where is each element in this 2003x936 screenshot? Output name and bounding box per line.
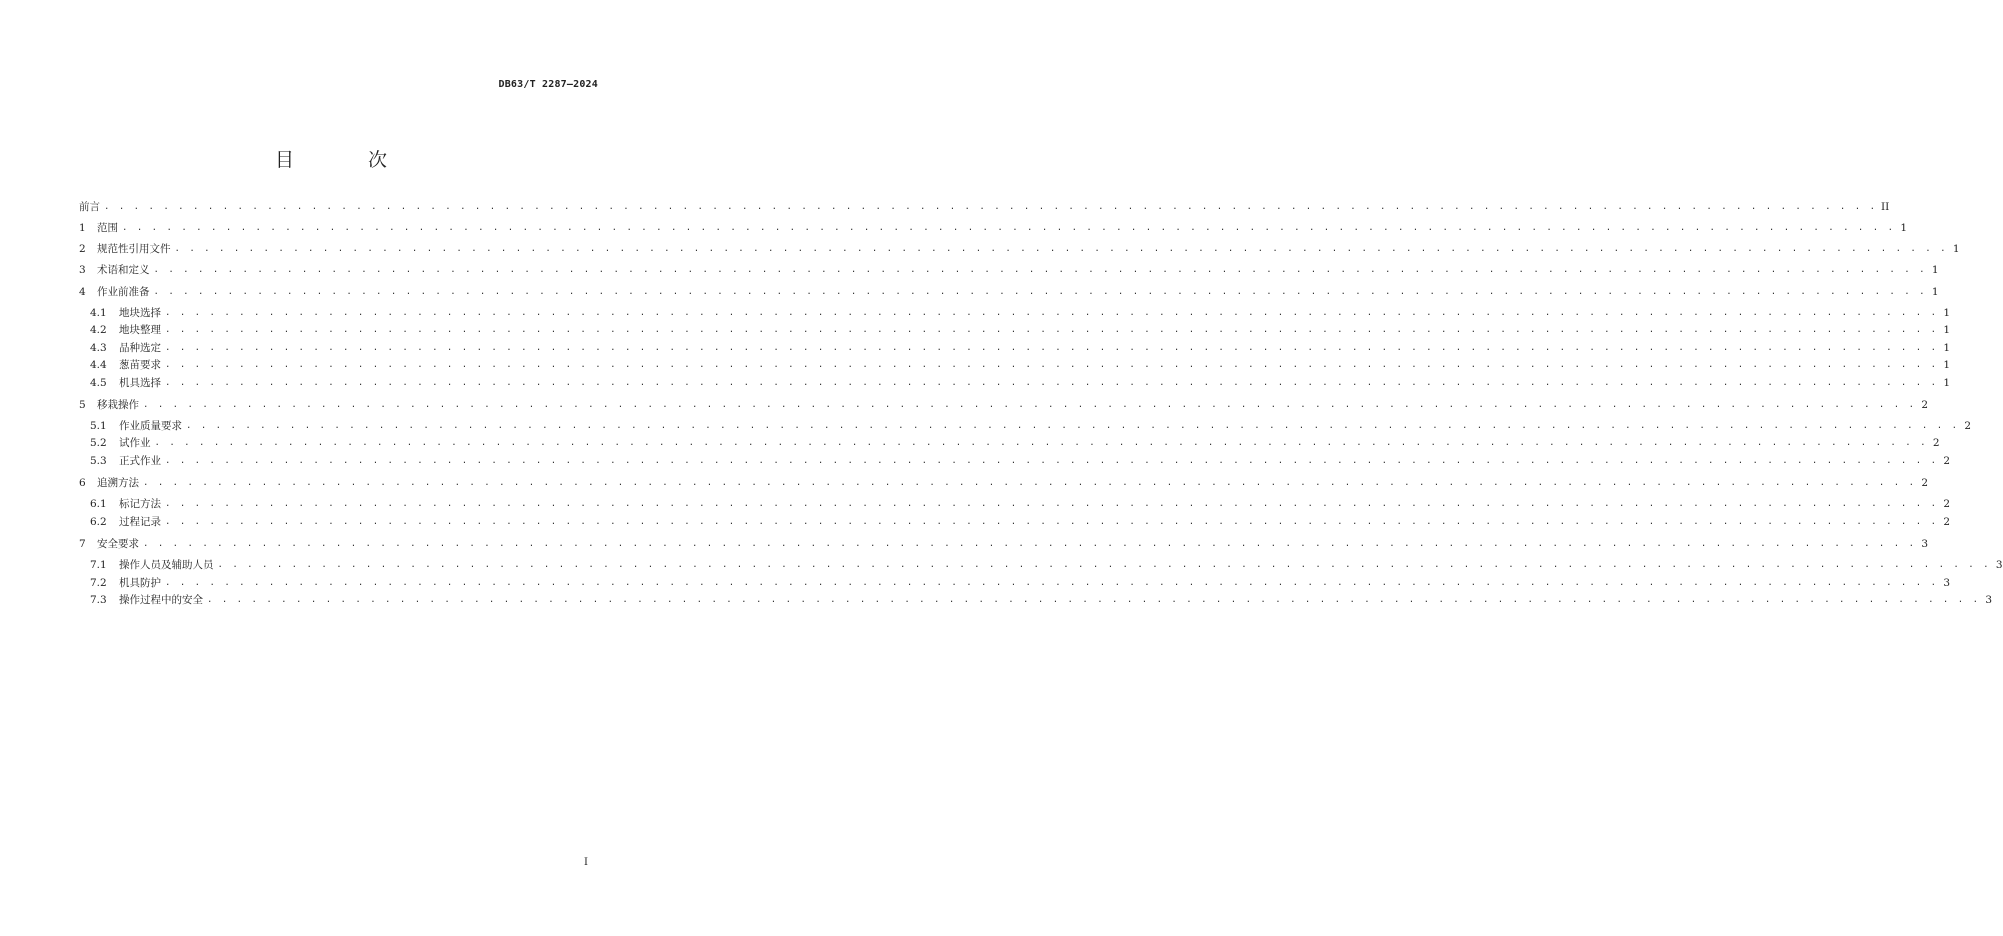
toc-leader-dots: . . . . . . . . . . . . . . . . . . . . . . . . . . . . . . . . . . . . . . . . . . . . . . . . . . . . . . . . . . . . . . . . . . . . . . . . . . . . . . . . . . . . . . . . . . . . . . . . . . . . . . . . . . . . . . . . . . . . . . . . (165, 517, 1939, 527)
toc-entry-label: 作业前准备 (97, 286, 150, 298)
toc-entry-number: 5 (79, 399, 86, 411)
toc-entry-number: 6.1 (90, 498, 107, 510)
toc-entry-label: 作业质量要求 (119, 420, 182, 432)
toc-leader-dots: . . . . . . . . . . . . . . . . . . . . . . . . . . . . . . . . . . . . . . . . . . . . . . . . . . . . . . . . . . . . . . . . . . . . . . . . . . . . . . . . . . . . . . . . . . . . . . . . . . . . . . . . . . . . . . . . . . . . . . . . (217, 560, 1991, 570)
toc-entry-label: 过程记录 (119, 516, 161, 528)
toc-entry-label: 前言 (79, 201, 100, 213)
toc-entry-number: 1 (79, 222, 86, 234)
toc-entry-page: 2 (1943, 498, 1951, 510)
toc-entry-page: 3 (1921, 538, 1929, 550)
toc-entry[interactable] (90, 322, 1951, 338)
toc-entry-label: 移栽操作 (97, 399, 139, 411)
toc-entry-label: 试作业 (119, 437, 151, 449)
toc-entry[interactable] (79, 241, 1960, 257)
toc-entry-number: 4.5 (90, 377, 107, 389)
toc-entry[interactable] (79, 475, 1929, 491)
toc-entry-page: 2 (1921, 477, 1929, 489)
toc-entry-label: 术语和定义 (97, 264, 150, 276)
toc-entry[interactable] (90, 514, 1951, 530)
toc-entry[interactable] (90, 557, 2003, 573)
toc-entry-number: 7.3 (90, 594, 107, 606)
toc-entry-number: 7 (79, 538, 86, 550)
toc-leader-dots: . . . . . . . . . . . . . . . . . . . . . . . . . . . . . . . . . . . . . . . . . . . . . . . . . . . . . . . . . . . . . . . . . . . . . . . . . . . . . . . . . . . . . . . . . . . . . . . . . . . . . . . . . . . . . . . . . . . . . . . . (165, 578, 1939, 588)
toc-entry[interactable] (90, 575, 1951, 591)
toc-leader-dots: . . . . . . . . . . . . . . . . . . . . . . . . . . . . . . . . . . . . . . . . . . . . . . . . . . . . . . . . . . . . . . . . . . . . . . . . . . . . . . . . . . . . . . . . . . . . . . . . . . . . . . . . . . . . . . . . . . . . . . . . (165, 360, 1939, 370)
toc-entry-label: 正式作业 (119, 455, 161, 467)
toc-entry-page: 1 (1943, 377, 1951, 389)
toc-entry[interactable] (79, 284, 1939, 300)
toc-entry-page: 3 (1985, 594, 1993, 606)
toc-entry-label: 操作人员及辅助人员 (119, 559, 214, 571)
toc-entry-number: 4 (79, 286, 86, 298)
toc-entry-label: 地块整理 (119, 324, 161, 336)
toc-entry[interactable] (79, 199, 1890, 215)
toc-entry-label: 机具选择 (119, 377, 161, 389)
toc-entry-number: 5.3 (90, 455, 107, 467)
toc-entry-page: 2 (1943, 455, 1951, 467)
toc-leader-dots: . . . . . . . . . . . . . . . . . . . . . . . . . . . . . . . . . . . . . . . . . . . . . . . . . . . . . . . . . . . . . . . . . . . . . . . . . . . . . . . . . . . . . . . . . . . . . . . . . . . . . . . . . . . . . . . . . . . . . . . . (165, 456, 1939, 466)
toc-leader-dots: . . . . . . . . . . . . . . . . . . . . . . . . . . . . . . . . . . . . . . . . . . . . . . . . . . . . . . . . . . . . . . . . . . . . . . . . . . . . . . . . . . . . . . . . . . . . . . . . . . . . . . . . . . . . . . . . . . . . . . . . (174, 244, 1948, 254)
toc-entry-number: 6 (79, 477, 86, 489)
toc-entry[interactable] (90, 305, 1951, 321)
toc-entry[interactable] (90, 340, 1951, 356)
toc-entry-label: 规范性引用文件 (97, 243, 171, 255)
toc-entry-number: 6.2 (90, 516, 107, 528)
toc-leader-dots: . . . . . . . . . . . . . . . . . . . . . . . . . . . . . . . . . . . . . . . . . . . . . . . . . . . . . . . . . . . . . . . . . . . . . . . . . . . . . . . . . . . . . . . . . . . . . . . . . . . . . . . . . . . . . . . . . . . . . . . . (186, 421, 1960, 431)
toc-leader-dots: . . . . . . . . . . . . . . . . . . . . . . . . . . . . . . . . . . . . . . . . . . . . . . . . . . . . . . . . . . . . . . . . . . . . . . . . . . . . . . . . . . . . . . . . . . . . . . . . . . . . . . . . . . . . . . . . . . . . . . . . (207, 595, 1981, 605)
toc-entry-page: 1 (1943, 307, 1951, 319)
toc-leader-dots: . . . . . . . . . . . . . . . . . . . . . . . . . . . . . . . . . . . . . . . . . . . . . . . . . . . . . . . . . . . . . . . . . . . . . . . . . . . . . . . . . . . . . . . . . . . . . . . . . . . . . . . . . . . . . . . . . . . . . . . . (143, 478, 1917, 488)
toc-entry-label: 葱苗要求 (119, 359, 161, 371)
toc-entry[interactable] (90, 496, 1951, 512)
toc-entry-label: 品种选定 (119, 342, 161, 354)
toc-leader-dots: . . . . . . . . . . . . . . . . . . . . . . . . . . . . . . . . . . . . . . . . . . . . . . . . . . . . . . . . . . . . . . . . . . . . . . . . . . . . . . . . . . . . . . . . . . . . . . . . . . . . . . . . . . . . . . . . . . . . . . . . (104, 202, 1878, 212)
toc-leader-dots: . . . . . . . . . . . . . . . . . . . . . . . . . . . . . . . . . . . . . . . . . . . . . . . . . . . . . . . . . . . . . . . . . . . . . . . . . . . . . . . . . . . . . . . . . . . . . . . . . . . . . . . . . . . . . . . . . . . . . . . . (143, 400, 1917, 410)
toc-leader-dots: . . . . . . . . . . . . . . . . . . . . . . . . . . . . . . . . . . . . . . . . . . . . . . . . . . . . . . . . . . . . . . . . . . . . . . . . . . . . . . . . . . . . . . . . . . . . . . . . . . . . . . . . . . . . . . . . . . . . . . . . (153, 287, 1927, 297)
toc-entry-number: 7.2 (90, 577, 107, 589)
toc-entry-number: 4.2 (90, 324, 107, 336)
toc-entry-page: 2 (1921, 399, 1929, 411)
toc-leader-dots: . . . . . . . . . . . . . . . . . . . . . . . . . . . . . . . . . . . . . . . . . . . . . . . . . . . . . . . . . . . . . . . . . . . . . . . . . . . . . . . . . . . . . . . . . . . . . . . . . . . . . . . . . . . . . . . . . . . . . . . . (165, 308, 1939, 318)
toc-entry-number: 5.2 (90, 437, 107, 449)
toc-entry-label: 机具防护 (119, 577, 161, 589)
toc-leader-dots: . . . . . . . . . . . . . . . . . . . . . . . . . . . . . . . . . . . . . . . . . . . . . . . . . . . . . . . . . . . . . . . . . . . . . . . . . . . . . . . . . . . . . . . . . . . . . . . . . . . . . . . . . . . . . . . . . . . . . . . . (165, 343, 1939, 353)
toc-entry-number: 7.1 (90, 559, 107, 571)
toc-entry-page: II (1881, 201, 1890, 213)
toc-entry[interactable] (79, 397, 1929, 413)
toc-leader-dots: . . . . . . . . . . . . . . . . . . . . . . . . . . . . . . . . . . . . . . . . . . . . . . . . . . . . . . . . . . . . . . . . . . . . . . . . . . . . . . . . . . . . . . . . . . . . . . . . . . . . . . . . . . . . . . . . . . . . . . . . (122, 223, 1896, 233)
toc-entry-label: 标记方法 (119, 498, 161, 510)
toc-entry-number: 4.1 (90, 307, 107, 319)
toc-entry-label: 安全要求 (97, 538, 139, 550)
toc-leader-dots: . . . . . . . . . . . . . . . . . . . . . . . . . . . . . . . . . . . . . . . . . . . . . . . . . . . . . . . . . . . . . . . . . . . . . . . . . . . . . . . . . . . . . . . . . . . . . . . . . . . . . . . . . . . . . . . . . . . . . . . . (153, 265, 1927, 275)
toc-entry-label: 范围 (97, 222, 118, 234)
toc-entry-page: 2 (1943, 516, 1951, 528)
toc-entry[interactable] (79, 220, 1908, 236)
toc-leader-dots: . . . . . . . . . . . . . . . . . . . . . . . . . . . . . . . . . . . . . . . . . . . . . . . . . . . . . . . . . . . . . . . . . . . . . . . . . . . . . . . . . . . . . . . . . . . . . . . . . . . . . . . . . . . . . . . . . . . . . . . . (165, 378, 1939, 388)
toc-entry-number: 3 (79, 264, 86, 276)
toc-entry[interactable] (79, 262, 1939, 278)
toc-entry[interactable] (79, 536, 1929, 552)
document-code: DB63/T 2287—2024 (498, 79, 598, 90)
toc-entry-number: 4.4 (90, 359, 107, 371)
toc-entry[interactable] (90, 592, 1993, 608)
toc-entry[interactable] (90, 357, 1951, 373)
footer-page-number: I (584, 857, 588, 868)
toc-entry-page: 1 (1943, 359, 1951, 371)
toc-leader-dots: . . . . . . . . . . . . . . . . . . . . . . . . . . . . . . . . . . . . . . . . . . . . . . . . . . . . . . . . . . . . . . . . . . . . . . . . . . . . . . . . . . . . . . . . . . . . . . . . . . . . . . . . . . . . . . . . . . . . . . . . (154, 438, 1928, 448)
toc-entry-page: 1 (1931, 264, 1939, 276)
toc-entry-page: 1 (1931, 286, 1939, 298)
toc-entry-page: 1 (1900, 222, 1908, 234)
toc-entry-label: 追溯方法 (97, 477, 139, 489)
toc-leader-dots: . . . . . . . . . . . . . . . . . . . . . . . . . . . . . . . . . . . . . . . . . . . . . . . . . . . . . . . . . . . . . . . . . . . . . . . . . . . . . . . . . . . . . . . . . . . . . . . . . . . . . . . . . . . . . . . . . . . . . . . . (165, 499, 1939, 509)
toc-entry-number: 4.3 (90, 342, 107, 354)
toc-leader-dots: . . . . . . . . . . . . . . . . . . . . . . . . . . . . . . . . . . . . . . . . . . . . . . . . . . . . . . . . . . . . . . . . . . . . . . . . . . . . . . . . . . . . . . . . . . . . . . . . . . . . . . . . . . . . . . . . . . . . . . . . (143, 539, 1917, 549)
toc-entry-label: 操作过程中的安全 (119, 594, 203, 606)
toc-entry-page: 2 (1964, 420, 1972, 432)
toc-entry-page: 3 (1943, 577, 1951, 589)
page-title: 目 次 (274, 149, 422, 171)
toc-entry[interactable] (90, 453, 1951, 469)
toc-entry[interactable] (90, 418, 1972, 434)
toc-entry-page: 1 (1952, 243, 1960, 255)
toc-entry[interactable] (90, 435, 1940, 451)
toc-entry-page: 2 (1932, 437, 1940, 449)
toc-entry-page: 1 (1943, 342, 1951, 354)
toc-entry-page: 3 (1995, 559, 2003, 571)
toc-entry-label: 地块选择 (119, 307, 161, 319)
toc-entry[interactable] (90, 375, 1951, 391)
toc-entry-number: 5.1 (90, 420, 107, 432)
toc-leader-dots: . . . . . . . . . . . . . . . . . . . . . . . . . . . . . . . . . . . . . . . . . . . . . . . . . . . . . . . . . . . . . . . . . . . . . . . . . . . . . . . . . . . . . . . . . . . . . . . . . . . . . . . . . . . . . . . . . . . . . . . . (165, 325, 1939, 335)
toc-entry-page: 1 (1943, 324, 1951, 336)
toc-entry-number: 2 (79, 243, 86, 255)
